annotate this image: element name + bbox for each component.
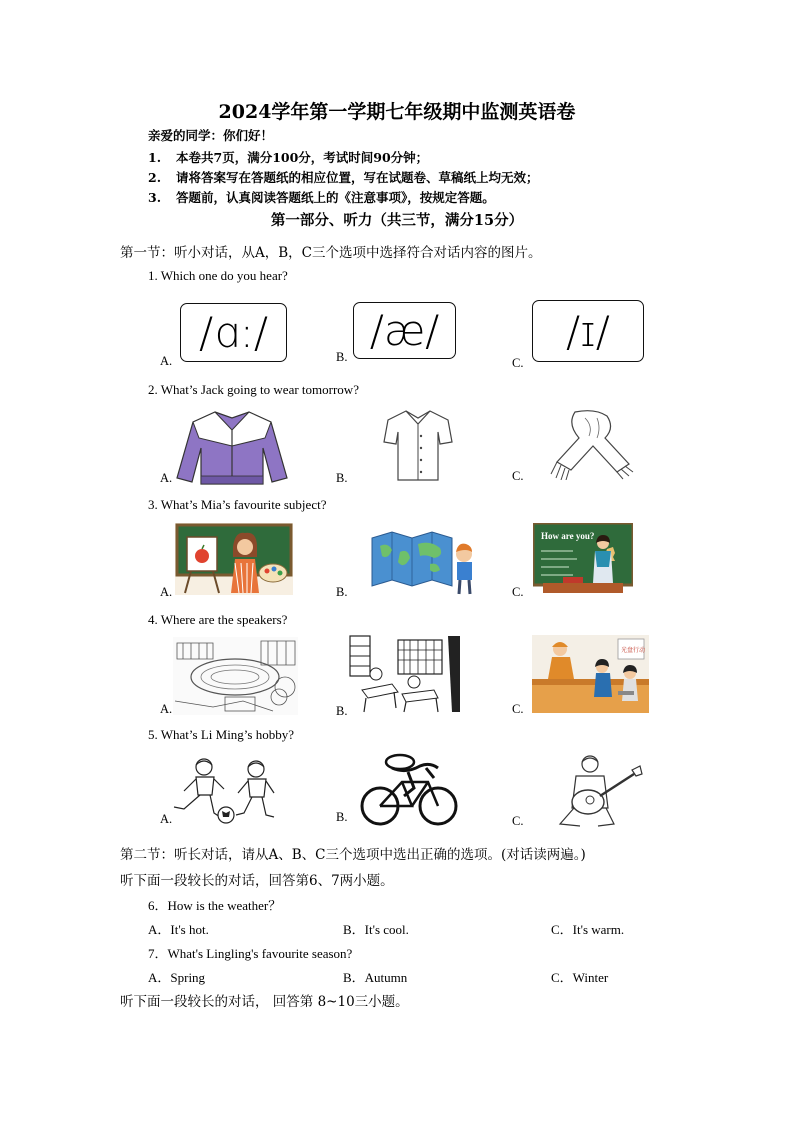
shirt-icon bbox=[382, 408, 454, 482]
question-6: 6．How is the weather？ bbox=[148, 898, 282, 913]
q7-option-b: B．Autumn bbox=[343, 970, 408, 985]
option-a-label: A. bbox=[160, 812, 173, 826]
option-c-label: C. bbox=[512, 356, 524, 370]
greeting: 亲爱的同学：你们好！ bbox=[148, 128, 274, 143]
dining-hall-icon bbox=[532, 635, 649, 713]
option-b-label: B. bbox=[336, 704, 348, 718]
option-a-label: A. bbox=[160, 471, 173, 485]
note-number: 1. bbox=[148, 150, 162, 165]
section2-title: 第二节：听长对话，请从A、B、C三个选项中选出正确的选项。(对话读两遍。) bbox=[120, 847, 586, 863]
option-c-label: C. bbox=[512, 585, 524, 599]
question-2: 2. What’s Jack going to wear tomorrow? bbox=[148, 382, 359, 397]
note-text: 本卷共7页，满分100分，考试时间90分钟； bbox=[176, 150, 429, 165]
option-b-label: B. bbox=[336, 471, 348, 485]
art-class-icon bbox=[175, 523, 293, 595]
geography-map-icon bbox=[370, 530, 480, 596]
note-text: 请将答案写在答题纸的相应位置，写在试题卷、草稿纸上均无效； bbox=[176, 170, 539, 185]
board-text: How are you? bbox=[541, 531, 595, 541]
page-title: 2024学年第一学期七年级期中监测英语卷 bbox=[218, 101, 576, 123]
dialogue1-intro: 听下面一段较长的对话，回答第6、7两小题。 bbox=[120, 873, 394, 889]
option-a-label: A. bbox=[160, 702, 173, 716]
phonetic-c-card: /ɪ/ bbox=[532, 300, 644, 362]
dialogue2-intro: 听下面一段较长的对话， 回答第 8~10三小题。 bbox=[120, 994, 409, 1010]
note-2 bbox=[148, 168, 539, 186]
question-4: 4. Where are the speakers? bbox=[148, 612, 288, 627]
cycling-icon bbox=[358, 752, 460, 828]
guitar-icon bbox=[550, 752, 645, 830]
option-b-label: B. bbox=[336, 810, 348, 824]
part1-title: 第一部分、听力（共三节，满分15分） bbox=[270, 212, 524, 229]
option-b-label: B. bbox=[336, 585, 348, 599]
playground-icon bbox=[173, 637, 298, 715]
english-class-icon bbox=[533, 523, 633, 595]
note-text: 答题前，认真阅读答题纸上的《注意事项》，按规定答题。 bbox=[176, 190, 495, 205]
scarf-icon bbox=[545, 408, 635, 480]
note-number: 3. bbox=[148, 190, 162, 205]
option-a-label: A. bbox=[160, 354, 173, 368]
question-5: 5. What’s Li Ming’s hobby? bbox=[148, 727, 295, 742]
section1-title: 第一节：听小对话，从A，B，C三个选项中选择符合对话内容的图片。 bbox=[120, 245, 542, 261]
note-1 bbox=[148, 148, 428, 166]
option-c-label: C. bbox=[512, 702, 524, 716]
jacket-icon bbox=[175, 408, 290, 486]
canteen-sign: 光盘行动 bbox=[621, 647, 646, 654]
question-3: 3. What’s Mia’s favourite subject? bbox=[148, 497, 327, 512]
option-b-label: B. bbox=[336, 350, 348, 364]
option-a-label: A. bbox=[160, 585, 173, 599]
note-3 bbox=[148, 188, 495, 206]
q6-option-c: C．It's warm. bbox=[551, 922, 625, 937]
phonetic-b-card: /æ/ bbox=[353, 302, 456, 359]
q7-option-c: C．Winter bbox=[551, 970, 609, 985]
question-7: 7．What's Lingling's favourite season? bbox=[148, 946, 353, 961]
option-c-label: C. bbox=[512, 469, 524, 483]
library-icon bbox=[348, 634, 462, 714]
football-icon bbox=[170, 755, 285, 827]
option-c-label: C. bbox=[512, 814, 524, 828]
q6-option-a: A．It's hot. bbox=[148, 922, 209, 937]
q7-option-a: A．Spring bbox=[148, 970, 206, 985]
question-1: 1. Which one do you hear? bbox=[148, 268, 288, 283]
phonetic-a-card: /ɑ:/ bbox=[180, 303, 287, 362]
q6-option-b: B．It's cool. bbox=[343, 922, 409, 937]
note-number: 2. bbox=[148, 170, 162, 185]
